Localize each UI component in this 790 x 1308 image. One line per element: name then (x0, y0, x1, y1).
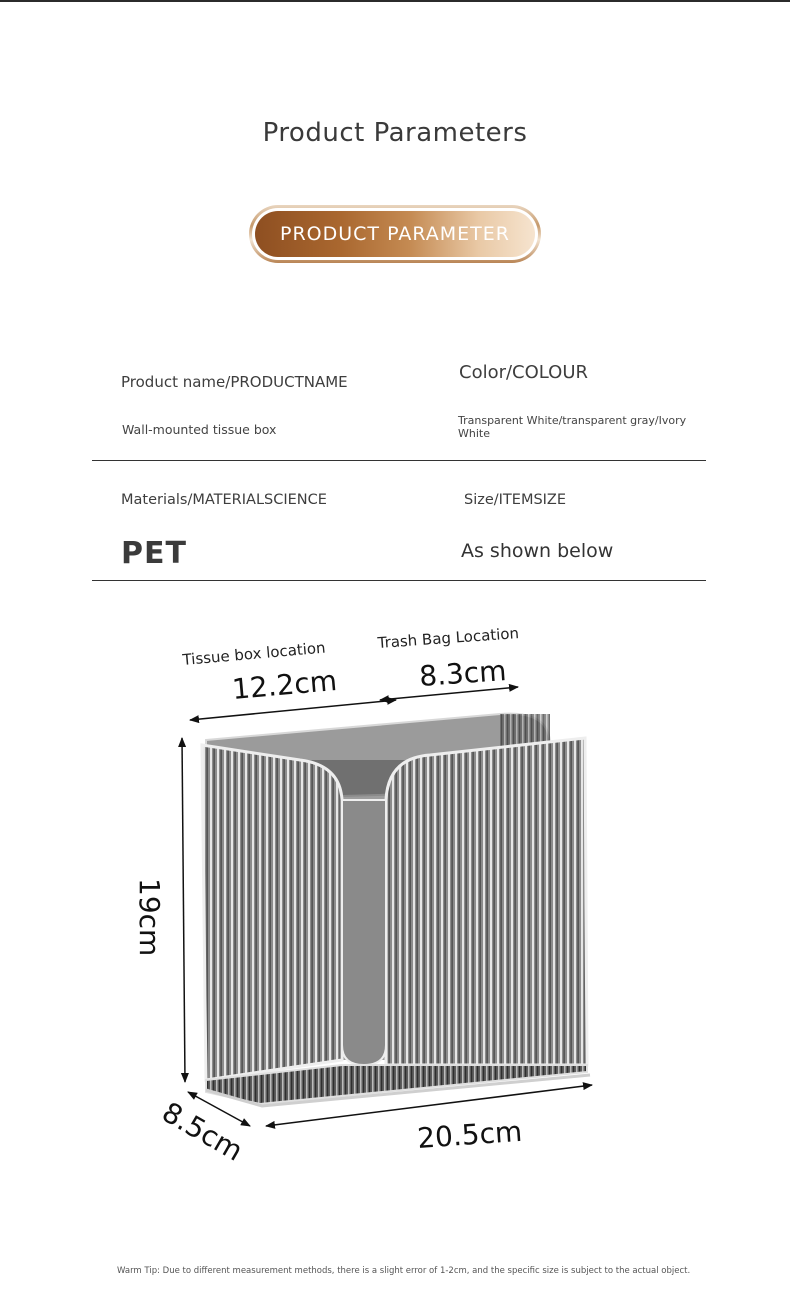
color-value-line-1: Transparent White/transparent gray/Ivory (458, 414, 687, 427)
section-badge (249, 205, 541, 263)
trash-width-label: 8.3cm (418, 653, 508, 693)
tissue-width-label: 12.2cm (230, 663, 339, 706)
product-dimension-diagram (0, 600, 790, 1200)
product-name-label: Product name/PRODUCTNAME (121, 373, 348, 391)
tissue-slot (342, 800, 386, 1065)
tissue-width-line (190, 700, 396, 720)
depth-label: 8.5cm (156, 1095, 249, 1168)
materials-value: PET (121, 536, 187, 571)
color-value-line-2: White (458, 427, 490, 440)
table-divider-2 (92, 580, 706, 581)
top-border (0, 0, 790, 2)
total-width-label: 20.5cm (416, 1114, 524, 1155)
size-label: Size/ITEMSIZE (464, 492, 567, 508)
color-label: Color/COLOUR (459, 362, 589, 383)
tissue-location-label: Tissue box location (181, 638, 327, 669)
box-right-section (386, 738, 587, 1065)
color-value (458, 414, 686, 440)
page-title: Product Parameters (262, 118, 528, 148)
table-divider-1 (92, 460, 706, 461)
box-left-section (202, 745, 342, 1080)
trash-location-label: Trash Bag Location (377, 624, 520, 652)
height-label: 19cm (133, 878, 166, 957)
size-value: As shown below (461, 540, 614, 562)
warm-tip: Warm Tip: Due to different measurement methods, there is a slight error of 1-2cm, and the specific size is subject to the actual object. (117, 1266, 691, 1276)
height-line (182, 738, 185, 1082)
materials-label: Materials/MATERIALSCIENCE (121, 492, 327, 508)
product-name-value: Wall-mounted tissue box (122, 422, 277, 437)
section-badge-label: PRODUCT PARAMETER (255, 211, 535, 257)
